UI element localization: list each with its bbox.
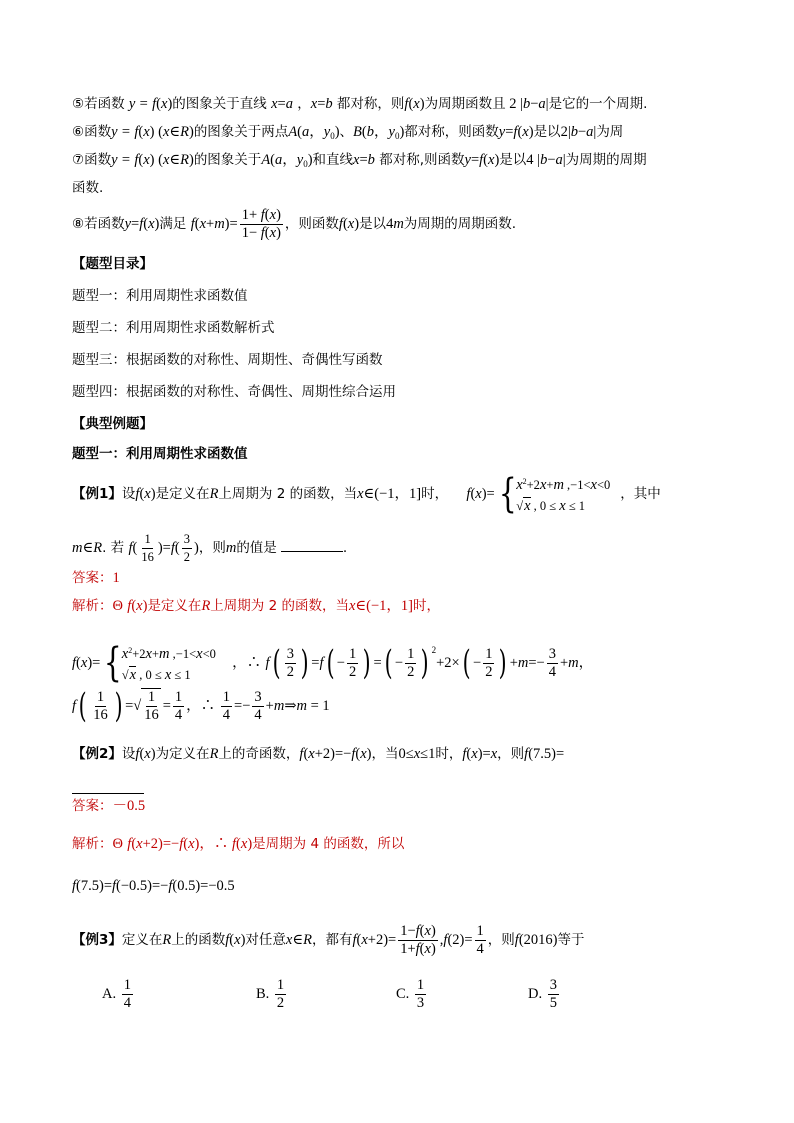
example-1-answer: 答案：1 [72, 570, 120, 586]
example-1-solution-line2: f(x)={ $x^2+2x+m$ ,−1<x<0 √x , 0 ≤ x ≤ 1 ，∴ f( $\frac{3}{2}$ ) =f( − $\frac{1}{2}$ ) =( − $\frac{1}{2}$ ) $^2$+2×( − $\frac{1}{2}$ ) +m=− $\frac{3}{4}$ +m， [72, 640, 594, 686]
catalog-item-1: 题型一：利用周期性求函数值 [72, 288, 248, 304]
catalog-item-3: 题型三：根据函数的对称性、周期性、奇偶性写函数 [72, 352, 383, 368]
option-c[interactable]: C. $\frac{1}{3}$ [396, 977, 425, 1012]
option-a[interactable]: A. $\frac{1}{4}$ [102, 977, 131, 1012]
example-1-solution-line1: 解析：Θ f(x)是定义在R上周期为 2 的函数，当x∈(−1，1]时， [72, 598, 440, 614]
example-2-solution-line1: 解析：Θ f(x+2)=−f(x)，∴ f(x)是周期为 4 的函数，所以 [72, 836, 405, 852]
example-2-line1: 【例2】设f(x)为定义在R上的奇函数，f(x+2)=−f(x)，当0≤x≤1时，f(x)=x，则f(7.5)= [72, 746, 565, 762]
option-d[interactable]: D. $\frac{3}{5}$ [528, 977, 557, 1012]
answer-blank [281, 551, 343, 552]
examples-header: 【典型例题】 [72, 416, 153, 432]
property-5: ⑤若函数 y = f(x)的图象关于直线 x=a ，x=b 都对称，则f(x)为周期函数且 2 |b−a|是它的一个周期. [72, 96, 648, 112]
property-6: ⑥函数y = f(x) (x∈R)的图象关于两点A(a，$y_0$)、B(b，$y_0$)都对称，则函数y=f(x)是以2|b−a|为周 [72, 124, 624, 141]
catalog-item-4: 题型四：根据函数的对称性、奇偶性、周期性综合运用 [72, 384, 396, 400]
type1-title: 题型一：利用周期性求函数值 [72, 446, 248, 462]
example-1-solution-line3: f( $\frac{1}{16}$ ) =√ $\frac{1}{16}$ = $\frac{1}{4}$ ，∴ $\frac{1}{4}$ =− $\frac{3}{4}$ +m⇒m = 1 [72, 686, 330, 726]
catalog-header: 【题型目录】 [72, 256, 153, 272]
example-2-solution-line2: f(7.5)=f(−0.5)=−f(0.5)=−0.5 [72, 878, 235, 894]
example-1-line1: 【例1】设f(x)是定义在R上周期为 2 的函数，当x∈(−1，1]时， f(x)={ $x^2+2x+m$ ,−1<x<0 √x , 0 ≤ x ≤ 1 ，其中 [72, 471, 661, 517]
example-3-line1: 【例3】定义在R上的函数f(x)对任意x∈R，都有f(x+2)= $\frac{1-f(x)}{1+f(x)}$ ,f(2)= $\frac{1}{4}$ ，则f(2016)等于 [72, 922, 585, 957]
answer-blank-2 [72, 793, 144, 794]
option-b[interactable]: B. $\frac{1}{2}$ [256, 977, 285, 1012]
property-8: ⑧若函数y=f(x)满足 f(x+m)= $\frac{1+ f(x)}{1- f(x)}$ ，则函数f(x)是以4m为周期的周期函数. [72, 206, 517, 241]
example-1-line2: m∈R. 若 f( $\frac{1}{16}$ )=f( $\frac{3}{2}$ )，则m的值是 . [72, 531, 348, 564]
property-7: ⑦函数y = f(x) (x∈R)的图象关于A(a，$y_0$)和直线x=b 都对称,则函数y=f(x)是以4 |b−a|为周期的周期 [72, 152, 647, 169]
example-2-answer: 答案：－0.5 [72, 798, 146, 814]
property-7-cont: 函数. [72, 180, 104, 196]
catalog-item-2: 题型二：利用周期性求函数解析式 [72, 320, 275, 336]
